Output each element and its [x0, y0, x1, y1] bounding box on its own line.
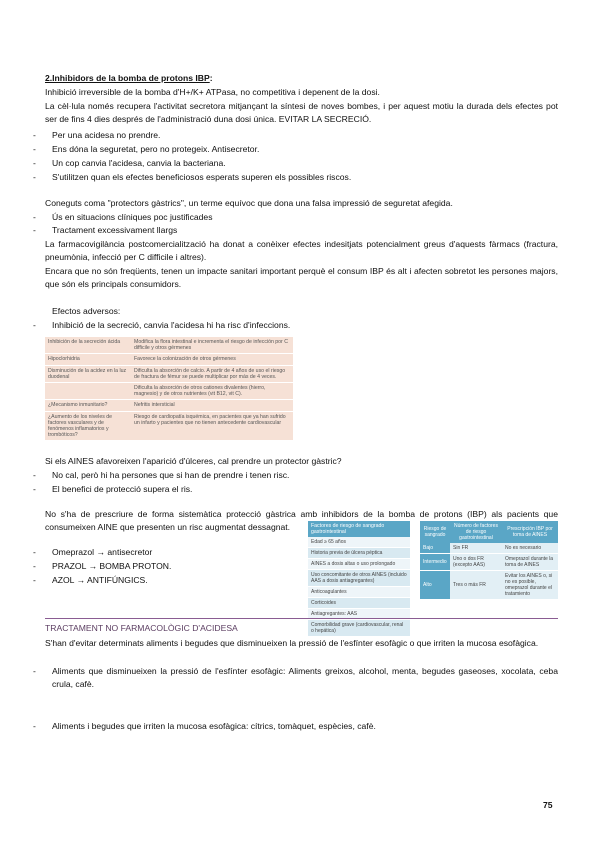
- table-row: [45, 400, 293, 411]
- table-header-row: [308, 521, 410, 537]
- dash-marker: -: [33, 575, 36, 585]
- drug-bullet: PRAZOL → BOMBA PROTON.: [52, 561, 172, 571]
- table-cell: Favorece la colonización de otros gérmenes: [131, 354, 293, 365]
- dash-marker: -: [33, 721, 36, 731]
- page-number: 75: [543, 800, 553, 810]
- section-heading-wrap: [45, 72, 213, 85]
- drug-bullet: AZOL → ANTIFÚNGICS.: [52, 575, 148, 585]
- drug-bullet: Omeprazol → antisecretor: [52, 547, 153, 557]
- table-cell: Riesgo de cardiopatía isquémica, en pacientes que ya han sufrido un infarto y pacientes que no tienen antecedente cardiovascular: [131, 411, 293, 441]
- aines-para: No s'ha de prescriure de forma sistemàtica protecció gàstrica amb inhibidors de la bomba de protons (IBP) als pacients que consumeixen AINE que presenten un risc augmentat dessagnat.: [45, 509, 558, 532]
- table-cell: Inhibición de la secreción ácida: [45, 337, 131, 354]
- table-row: [308, 570, 410, 587]
- heading-colon: :: [209, 73, 213, 83]
- table-row: [420, 571, 558, 600]
- non-pharma-bullet: Aliments i begudes que irriten la mucosa esofàgica: cítrics, tomàquet, espècies, cafè.: [52, 721, 376, 731]
- dash-marker: -: [33, 561, 36, 571]
- table-cell: ¿Mecanismo inmunitario?: [45, 400, 131, 411]
- table-cell: Intermedio: [420, 554, 450, 571]
- adverse-title: Efectos adversos:: [52, 306, 121, 316]
- table-cell: Historia previa de úlcera péptica: [308, 548, 410, 559]
- table-cell: Hipoclorhidria: [45, 354, 131, 365]
- protectors-para-2: Encara que no són freqüents, tenen un impacte sanitari important perquè el consum IBP és alt i afecten sobretot les persones majors, que són els principals consumidors.: [45, 266, 558, 289]
- aines-bullet: El benefici de protecció supera el ris.: [52, 484, 193, 494]
- intro-line-2: La cèl·lula només recupera l'activitat secretora mitjançant la síntesi de noves bombes, i per aquest motiu la durada dels efectes pot ser de fins 4 dies després de l'administració duna dosi única. EVITAR LA SECRECIÓ.: [45, 101, 558, 124]
- dash-marker: -: [33, 212, 36, 222]
- table-row: [45, 337, 293, 354]
- table-header: Riesgo de sangrado: [420, 521, 450, 543]
- dash-marker: -: [33, 320, 36, 330]
- dash-marker: -: [33, 172, 36, 182]
- table-row: [308, 548, 410, 559]
- protectors-para-1: La farmacovigilància postcomercialització ha donat a conèixer efectes indesitjats potencialment greus d'aquests fàrmacs (fractura, pneumònia, infecció per C difficile i altres).: [45, 239, 558, 262]
- table-row: [308, 620, 410, 637]
- dash-marker: -: [33, 484, 36, 494]
- table-cell: Uso concomitante de otros AINES (incluido AAS a dosis antiagregantes): [308, 570, 410, 587]
- table-row: [308, 598, 410, 609]
- dash-marker: -: [33, 666, 36, 676]
- dash-marker: -: [33, 144, 36, 154]
- section-heading: 2.Inhibidors de la bomba de protons IBP: [45, 73, 210, 83]
- risk-factors-table: [308, 521, 410, 637]
- table-cell: Modifica la flora intestinal e incrementa el riesgo de infección por C difficile y otros gérmenes: [131, 337, 293, 354]
- table-row: [308, 537, 410, 548]
- table-cell: Sin FR: [450, 543, 502, 554]
- table-row: [420, 543, 558, 554]
- table-row: [308, 559, 410, 570]
- adverse-effects-table: [45, 337, 293, 441]
- intro-bullet: Ens dóna la seguretat, pero no protegeix. Antisecretor.: [52, 144, 260, 154]
- table-header: Factores de riesgo de sangrado gastrointestinal: [308, 521, 410, 537]
- non-pharma-para: S'han d'evitar determinats aliments i begudes que disminueixen la pressió de l'esfínter esofàgic o que irriten la mucosa esofàgica.: [45, 638, 539, 648]
- dash-marker: -: [33, 547, 36, 557]
- dash-marker: -: [33, 225, 36, 235]
- intro-bullet: Un cop canvia l'acidesa, canvia la bacteriana.: [52, 158, 226, 168]
- table-cell: Uno o dos FR (excepto AAS): [450, 554, 502, 571]
- dash-marker: -: [33, 158, 36, 168]
- table-cell: Corticoides: [308, 598, 410, 609]
- table-cell: Alto: [420, 571, 450, 600]
- table-cell: Bajo: [420, 543, 450, 554]
- dash-marker: -: [33, 130, 36, 140]
- table-cell: Nefritis intersticial: [131, 400, 293, 411]
- table-cell: Anticoagulantes: [308, 587, 410, 598]
- table-row: [45, 365, 293, 382]
- table-cell: Disminución de la acidez en la luz duodenal: [45, 365, 131, 382]
- table-cell: Edad ≥ 65 años: [308, 537, 410, 548]
- protectors-bullet: Tractament excessivament llargs: [52, 225, 178, 235]
- protectors-bullet: Ús en situacions clíniques poc justificades: [52, 212, 213, 222]
- table-row: [45, 383, 293, 400]
- table-cell: Dificulta la absorción de calcio. A partir de 4 años de uso el riesgo de fractura de fémur se puede multiplicar por más de 4 veces.: [131, 365, 293, 382]
- table-cell: Comorbilidad grave (cardiovascular, renal o hepática): [308, 620, 410, 637]
- table-cell: Dificulta la absorción de otros cationes divalentes (hierro, magnesio) y de otros nutrientes (vit B12, vit C).: [131, 383, 293, 400]
- intro-bullet: Per una acidesa no prendre.: [52, 130, 161, 140]
- section-divider: [45, 618, 558, 619]
- table-row: [308, 587, 410, 598]
- table-row: [45, 354, 293, 365]
- dash-marker: -: [33, 470, 36, 480]
- protectors-line: Coneguts coma "protectors gàstrics", un terme equívoc que dona una falsa impressió de seguretat afegida.: [45, 198, 453, 208]
- table-cell: Omeprazol durante la toma de AINES: [502, 554, 558, 571]
- table-cell: AINES a dosis altas o uso prolongado: [308, 559, 410, 570]
- risk-grades-table: [420, 521, 558, 600]
- non-pharma-bullet: Aliments que disminueixen la pressió de l'esfínter esofàgic: Aliments greixos, alcohol, menta, begudes gaseoses, xocolata, ceba crula, cafè.: [52, 666, 558, 689]
- table-cell: ¿Aumento de los niveles de factores vasculares y de fenómenos inflamatorios y trombóticos?: [45, 411, 131, 441]
- table-row: [45, 411, 293, 441]
- intro-line-1: Inhibició irreversible de la bomba d'H+/K+ ATPasa, no competitiva i depenent de la dosi.: [45, 87, 380, 97]
- table-header: Número de factores de riesgo gastrointestinal: [450, 521, 502, 543]
- table-row: [420, 554, 558, 571]
- table-cell: [45, 383, 131, 400]
- adverse-bullet: Inhibició de la secreció, canvia l'acidesa hi ha risc d'infeccions.: [52, 320, 291, 330]
- table-cell: Antiagregantes: AAS: [308, 609, 410, 620]
- table-header: Prescripción IBP por toma de AINES: [502, 521, 558, 543]
- table-cell: Tres o más FR: [450, 571, 502, 600]
- aines-question: Si els AINES afavoreixen l'aparició d'úlceres, cal prendre un protector gàstric?: [45, 456, 342, 466]
- aines-bullet: No cal, però hi ha persones que si han de prendre i tenen risc.: [52, 470, 290, 480]
- intro-bullet: S'utilitzen quan els efectes beneficiosos esperats superen els possibles riscos.: [52, 172, 352, 182]
- table-cell: Evitar los AINES o, si no es posible, omeprazol durante el tratamiento: [502, 571, 558, 600]
- table-cell: No es necesario: [502, 543, 558, 554]
- non-pharma-title: TRACTAMENT NO FARMACOLÒGIC D'ACIDESA: [45, 623, 238, 633]
- table-header-row: [420, 521, 558, 543]
